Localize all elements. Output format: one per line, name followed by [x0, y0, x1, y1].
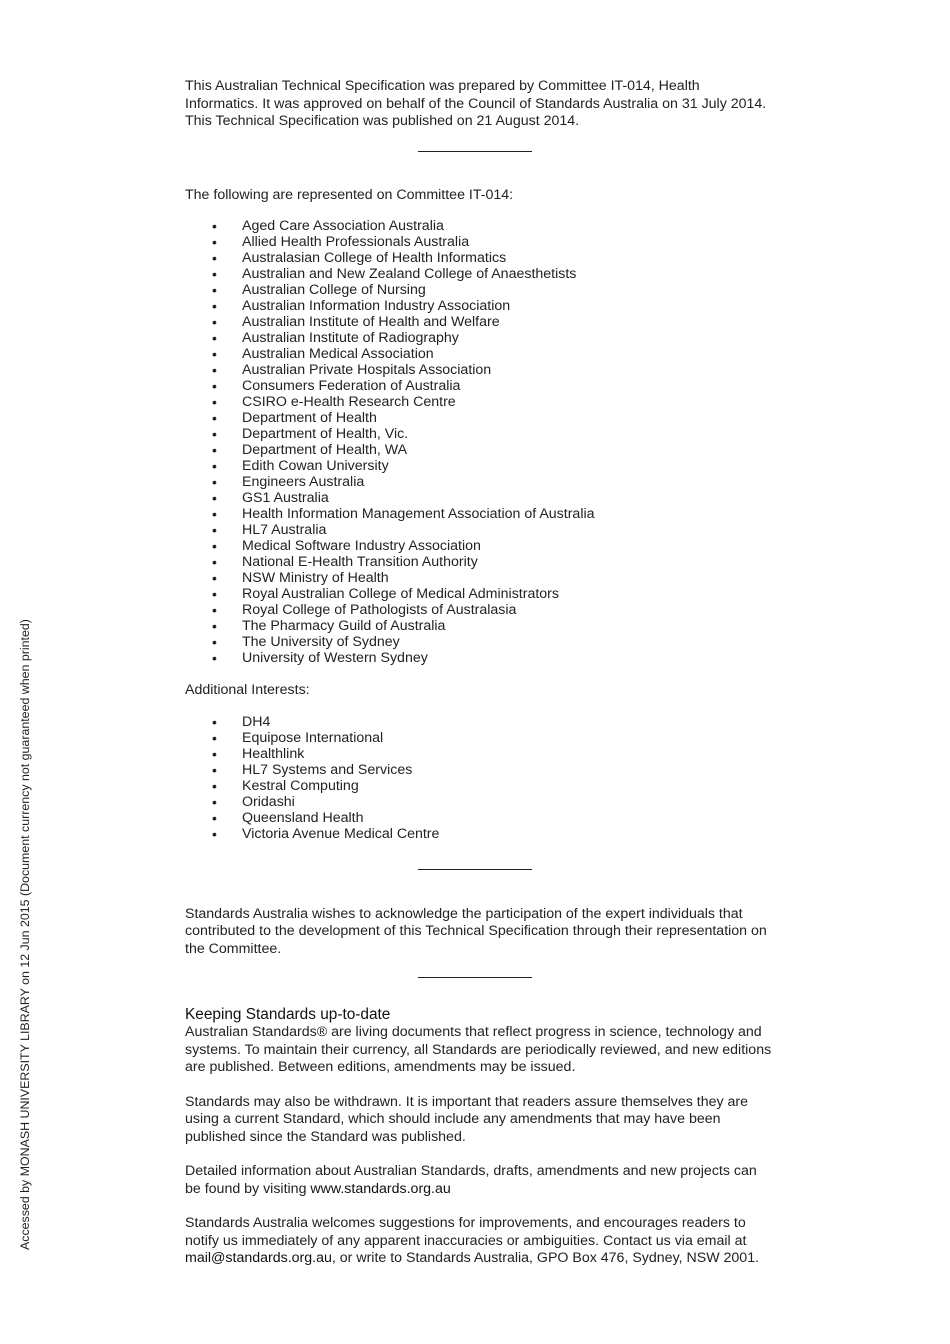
additional-interest-item-label: HL7 Systems and Services: [242, 761, 413, 778]
members-list: [185, 218, 775, 666]
bullet-icon: •: [212, 282, 217, 298]
bullet-icon: •: [212, 825, 217, 842]
preparation-statement: [185, 78, 775, 131]
member-item-label: HL7 Australia: [242, 522, 327, 538]
member-item-label: The Pharmacy Guild of Australia: [242, 618, 446, 634]
member-item: [185, 282, 775, 298]
member-item: [185, 314, 775, 330]
bullet-icon: •: [212, 394, 217, 410]
member-item-label: The University of Sydney: [242, 634, 400, 650]
paragraph-line: Standards may also be withdrawn. It is important that readers assure themselves they are: [185, 1093, 749, 1110]
member-item: [185, 634, 775, 650]
paragraph-line: using a current Standard, which should include any amendments that may have been: [185, 1111, 721, 1127]
member-item: [185, 266, 775, 282]
member-item: [185, 602, 775, 618]
member-item-label: Australasian College of Health Informatics: [242, 250, 507, 266]
additional-interest-item-label: Queensland Health: [242, 809, 364, 826]
additional-interest-item: [185, 746, 775, 762]
member-item-label: Department of Health, Vic.: [242, 426, 409, 442]
member-item: [185, 346, 775, 362]
acknowledgement: [185, 906, 775, 959]
member-item-label: University of Western Sydney: [242, 650, 428, 666]
paragraph-line: Standards Australia welcomes suggestions for improvements, and encourages readers to: [185, 1215, 746, 1231]
bullet-icon: •: [212, 745, 217, 762]
member-item: [185, 442, 775, 458]
bullet-icon: •: [212, 809, 217, 826]
member-item: [185, 650, 775, 666]
bullet-icon: •: [212, 234, 217, 250]
bullet-icon: •: [212, 554, 217, 570]
member-item-label: Australian College of Nursing: [242, 282, 426, 298]
member-item-label: CSIRO e-Health Research Centre: [242, 394, 456, 410]
bullet-icon: •: [212, 442, 217, 458]
member-item-label: Australian Institute of Health and Welfare: [242, 314, 500, 330]
additional-interest-item-label: Healthlink: [242, 745, 305, 762]
member-item-label: NSW Ministry of Health: [242, 570, 389, 586]
bullet-icon: •: [212, 506, 217, 522]
committee-intro: The following are represented on Committee IT-014:: [185, 186, 514, 203]
keeping-paragraph-4: [185, 1215, 775, 1268]
member-item-label: GS1 Australia: [242, 490, 329, 506]
website-link[interactable]: www.standards.org.au: [310, 1180, 451, 1197]
member-item: [185, 506, 775, 522]
member-item-label: Australian Institute of Radiography: [242, 330, 459, 346]
preparation-line: This Technical Specification was published on 21 August 2014.: [185, 113, 580, 129]
member-item: [185, 586, 775, 602]
bullet-icon: •: [212, 602, 217, 618]
email-link[interactable]: mail@standards.org.au: [185, 1250, 332, 1266]
bullet-icon: •: [212, 266, 217, 282]
bullet-icon: •: [212, 538, 217, 554]
preparation-line: This Australian Technical Specification was prepared by Committee IT-014, Health: [185, 78, 700, 94]
member-item-label: Australian Private Hospitals Association: [242, 362, 492, 378]
bullet-icon: •: [212, 410, 217, 426]
paragraph-line: Australian Standards® are living documents that reflect progress in science, technology and: [185, 1024, 762, 1040]
additional-interest-item-label: Kestral Computing: [242, 777, 359, 794]
keeping-standards-heading: Keeping Standards up-to-date: [185, 1006, 391, 1023]
additional-interest-item: [185, 810, 775, 826]
member-item-label: Royal Australian College of Medical Administrators: [242, 586, 560, 602]
member-item-label: Allied Health Professionals Australia: [242, 234, 470, 250]
additional-interest-item-label: Oridashi: [242, 793, 295, 810]
bullet-icon: •: [212, 650, 217, 666]
additional-interest-item: [185, 778, 775, 794]
page-content: [185, 78, 775, 1268]
bullet-icon: •: [212, 522, 217, 538]
preparation-line: Informatics. It was approved on behalf of the Council of Standards Australia on 31 July 2014.: [185, 95, 767, 112]
member-item: [185, 490, 775, 506]
bullet-icon: •: [212, 218, 217, 234]
additional-interest-item: [185, 762, 775, 778]
member-item: [185, 378, 775, 394]
bullet-icon: •: [212, 713, 217, 730]
member-item-label: Australian Medical Association: [242, 346, 434, 362]
paragraph-line: systems. To maintain their currency, all Standards are periodically reviewed, and new editions: [185, 1041, 772, 1058]
acknowledgement-line: Standards Australia wishes to acknowledge the participation of the expert individuals that: [185, 905, 743, 922]
member-item-label: Australian and New Zealand College of Anaesthetists: [242, 266, 577, 282]
member-item-label: Edith Cowan University: [242, 458, 389, 474]
additional-interest-item-label: Victoria Avenue Medical Centre: [242, 825, 440, 842]
additional-interest-item: [185, 714, 775, 730]
bullet-icon: •: [212, 474, 217, 490]
member-item: [185, 426, 775, 442]
member-item: [185, 394, 775, 410]
bullet-icon: •: [212, 346, 217, 362]
member-item-label: Medical Software Industry Association: [242, 538, 481, 554]
keeping-paragraph-1: [185, 1024, 775, 1077]
member-item: [185, 410, 775, 426]
member-item: [185, 538, 775, 554]
additional-interests-list: [185, 714, 775, 842]
bullet-icon: •: [212, 777, 217, 794]
member-item-label: Department of Health, WA: [242, 442, 408, 458]
bullet-icon: •: [212, 618, 217, 634]
acknowledgement-line: the Committee.: [185, 940, 282, 957]
acknowledgement-line: contributed to the development of this Technical Specification through their representation on: [185, 923, 767, 939]
member-item: [185, 234, 775, 250]
member-item-label: Health Information Management Association of Australia: [242, 506, 595, 522]
bullet-icon: •: [212, 570, 217, 586]
bullet-icon: •: [212, 378, 217, 394]
bullet-icon: •: [212, 761, 217, 778]
additional-interest-item: [185, 730, 775, 746]
bullet-icon: •: [212, 426, 217, 442]
member-item-label: Royal College of Pathologists of Australasia: [242, 602, 517, 618]
divider-rule: [418, 869, 532, 870]
bullet-icon: •: [212, 250, 217, 266]
member-item-label: Consumers Federation of Australia: [242, 378, 461, 394]
paragraph-text: , or write to Standards Australia, GPO Box 476, Sydney, NSW 2001.: [331, 1250, 760, 1266]
member-item-label: National E-Health Transition Authority: [242, 554, 478, 570]
paragraph-text: be found by visiting: [185, 1180, 311, 1197]
bullet-icon: •: [212, 298, 217, 314]
bullet-icon: •: [212, 330, 217, 346]
member-item: [185, 618, 775, 634]
bullet-icon: •: [212, 490, 217, 506]
paragraph-line: published since the Standard was published.: [185, 1128, 466, 1145]
bullet-icon: •: [212, 729, 217, 746]
bullet-icon: •: [212, 458, 217, 474]
member-item: [185, 554, 775, 570]
member-item: [185, 570, 775, 586]
paragraph-line: notify us immediately of any apparent inaccuracies or ambiguities. Contact us via email at: [185, 1232, 747, 1249]
additional-interests-label: Additional Interests:: [185, 682, 310, 698]
bullet-icon: •: [212, 793, 217, 810]
member-item: [185, 250, 775, 266]
access-watermark: Accessed by MONASH UNIVERSITY LIBRARY on 12 Jun 2015 (Document currency not guaranteed when printed): [18, 619, 32, 1250]
member-item-label: Engineers Australia: [242, 474, 365, 490]
member-item: [185, 458, 775, 474]
keeping-paragraph-2: [185, 1094, 775, 1147]
additional-interest-item-label: Equipose International: [242, 729, 384, 746]
paragraph-line: [185, 1181, 775, 1199]
member-item: [185, 522, 775, 538]
paragraph-line: are published. Between editions, amendments may be issued.: [185, 1059, 576, 1075]
member-item: [185, 330, 775, 346]
member-item: [185, 474, 775, 490]
paragraph-line: [185, 1250, 775, 1268]
member-item-label: Aged Care Association Australia: [242, 218, 444, 234]
divider-rule: [418, 151, 532, 152]
member-item: [185, 362, 775, 378]
paragraph-line: Detailed information about Australian Standards, drafts, amendments and new projects can: [185, 1163, 757, 1179]
bullet-icon: •: [212, 362, 217, 378]
member-item-label: Australian Information Industry Association: [242, 298, 511, 314]
member-item-label: Department of Health: [242, 410, 377, 426]
keeping-paragraph-3: [185, 1163, 775, 1198]
bullet-icon: •: [212, 586, 217, 602]
divider-rule: [418, 977, 532, 978]
bullet-icon: •: [212, 314, 217, 330]
member-item: [185, 298, 775, 314]
member-item: [185, 218, 775, 234]
additional-interest-item-label: DH4: [242, 713, 271, 730]
additional-interest-item: [185, 794, 775, 810]
additional-interest-item: [185, 826, 775, 842]
bullet-icon: •: [212, 634, 217, 650]
